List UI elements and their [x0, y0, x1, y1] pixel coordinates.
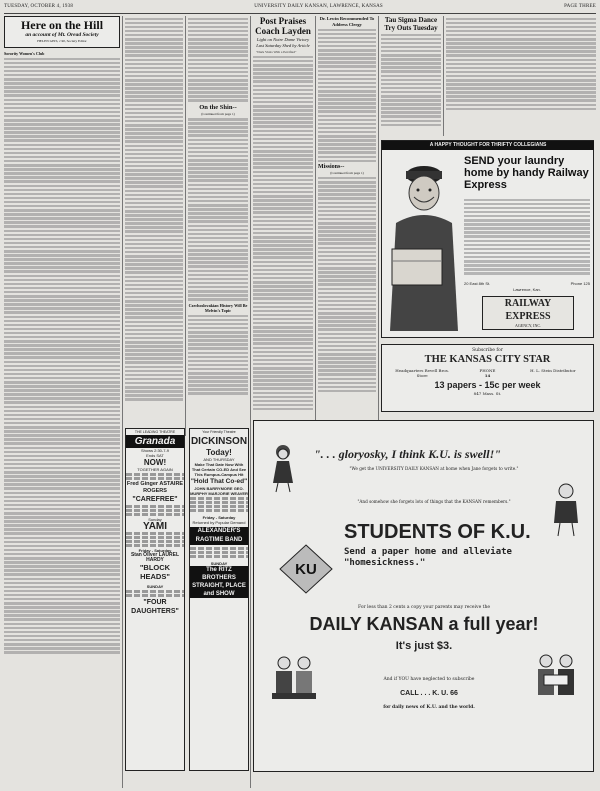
railway-body — [464, 197, 590, 276]
wampler-head: Dr. Lewin Recommended To Address Clergy — [319, 16, 375, 27]
dickinson-name: DICKINSON — [190, 436, 248, 447]
granada-ad — [125, 428, 185, 771]
posters-headline: Post Praises Coach Layden — [255, 16, 311, 36]
granada-friday-movie: "BLOCK HEADS" — [139, 563, 171, 581]
star-headquarters: Headquarters Revell Bros. Store — [395, 368, 450, 378]
hill-editor: HELEN GEIS, c'40, Society Editor — [37, 39, 87, 43]
dickinson-sunday: SUNDAY — [210, 561, 228, 566]
star-phone-block — [472, 368, 502, 378]
kansan-tail: for daily news of K.U. and the world. — [383, 705, 475, 710]
readers-couple-icon — [530, 651, 582, 711]
missions-cont: (Continued from page 1) — [330, 171, 364, 176]
czecho-head: Czechoslovakian History Will Be Melvin's Topic — [188, 302, 248, 313]
star-phone-label: PHONE — [479, 368, 496, 373]
railway-logo — [482, 296, 574, 330]
star-info-row — [382, 368, 593, 378]
granada-sunday2: SUNDAY — [146, 584, 164, 589]
kansan-folks: "And somehow she forgets lots of things that the KANSAN remembers." — [357, 499, 511, 504]
railway-contact — [464, 281, 590, 286]
kansan-neglected: And if YOU have neglected to subscribe — [383, 677, 475, 682]
granada-name: Granada — [126, 435, 184, 448]
kansan-price-line: For less than 2 cents a copy your parents may receive the — [357, 605, 491, 610]
granada-movie: "CAREFREE" — [132, 496, 178, 503]
kansan-price: It's just $3. — [395, 640, 453, 652]
granada-sunday-movie: YAMI — [142, 521, 168, 532]
railway-headline: SEND your laundry home by handy Railway Express — [464, 155, 589, 191]
column-rule — [122, 16, 123, 788]
center-column — [188, 16, 248, 436]
dickinson-sunday-movie: The RITZ BROTHERS STRAIGHT, PLACE and SHOW — [190, 566, 248, 598]
column-rule — [185, 16, 186, 436]
star-intro: Subscribe for — [472, 348, 503, 353]
granada-now: NOW! — [143, 458, 167, 467]
hill-subtitle: an account of Mt. Oread Society — [25, 32, 99, 38]
granada-friday-stars: Stan Oliver LAUREL HARDY — [130, 552, 180, 563]
granada-tagline: TOGETHER AGAIN — [137, 467, 173, 472]
column-rule — [378, 16, 379, 426]
news-column-4 — [253, 16, 313, 426]
news-column-5 — [318, 16, 376, 426]
granada-shows: Shows 2:30-7-9 — [140, 448, 169, 453]
kansan-tag: "We get the UNIVERSITY DAILY KANSAN at home when Jane forgets to write." — [349, 466, 519, 471]
missions-body — [318, 177, 376, 392]
railway-slogan: A HAPPY THOUGHT FOR THRIFTY COLLEGIANS — [382, 141, 594, 150]
kansan-send: Send a paper home and alleviate "homesickness." — [344, 547, 512, 568]
taus-body — [381, 34, 441, 127]
star-distributor: H. L. Stein Distributor — [530, 368, 576, 373]
dickinson-returned: Returned by Popular Demand — [192, 520, 246, 525]
kansan-call: CALL . . . K. U. 66 — [400, 690, 458, 697]
posters-subhead: Light on Notre Dame Victory Last Saturday Shed by Article — [256, 37, 310, 48]
hill-title: Here on the Hill — [20, 18, 104, 32]
dickinson-and: AND THURSDAY — [203, 457, 235, 462]
granada-sunday-label: Sunday — [148, 517, 162, 522]
kc-star-ad — [381, 344, 594, 412]
dickinson-friendly: Your Friendly Theatre — [202, 430, 236, 434]
railway-express-ad — [381, 140, 594, 338]
granada-ends: Ends SAT — [146, 453, 164, 458]
col7-body — [446, 18, 596, 111]
hill-box — [4, 16, 120, 48]
railway-address: 20 East 8th St. — [464, 281, 491, 286]
svg-text:KU: KU — [295, 561, 317, 578]
ku-jayhawk-icon — [276, 539, 336, 599]
parents-sitting-icon — [270, 653, 318, 711]
shin-sub: (Continued from page 1) — [201, 111, 235, 116]
posters-byline: "Dark Visits With a Petrified" — [256, 50, 297, 54]
dickinson-movie: "Hold That Co-ed" — [190, 478, 248, 485]
taus-headline: Tau Sigma Dance Try Outs Tuesday — [384, 16, 438, 32]
society-body-1 — [4, 58, 120, 654]
star-price: 13 papers - 15c per week — [434, 380, 541, 390]
kansan-name: DAILY KANSAN a full year! — [309, 614, 539, 634]
missions-head: Missions-- — [318, 164, 345, 171]
header-rule — [4, 13, 596, 14]
dickinson-pitch: Make That Date Now With That Certain CO-ED And See This Rumpus-Campus Hit — [191, 462, 247, 477]
czecho-body — [188, 315, 248, 395]
railway-agency: AGENCY, INC. — [514, 323, 542, 328]
society-column-2 — [125, 16, 183, 436]
center-body-top — [188, 18, 248, 102]
dickinson-stars: JOHN BARRYMORE GEO. MURPHY MARJORIE WEAVER — [190, 486, 248, 496]
granada-sunday2-movie: "FOUR DAUGHTERS" — [131, 599, 179, 615]
header-date: TUESDAY, OCTOBER 4, 1938 — [4, 4, 74, 9]
star-phone: 14 — [484, 373, 491, 378]
dickinson-friday: Friday - Saturday — [202, 515, 236, 520]
wampler-body — [318, 29, 376, 163]
granada-friday: Friday - Saturday — [138, 548, 172, 553]
society-body-2 — [125, 18, 183, 401]
railway-brand: RAILWAY EXPRESS — [504, 298, 552, 322]
news-column-7 — [446, 16, 596, 136]
cheerleader-girl-icon — [268, 443, 298, 493]
dickinson-ad — [189, 428, 249, 771]
header-masthead: UNIVERSITY DAILY KANSAN, LAWRENCE, KANSAS — [254, 4, 383, 9]
star-address: 847 Mass. St. — [473, 391, 502, 396]
shin-head: On the Shin-- — [199, 103, 237, 111]
dickinson-band: ALEXANDER'S RAGTIME BAND — [190, 527, 248, 545]
column-rule — [250, 16, 251, 788]
granada-leading: THE LEADING THEATRE — [134, 430, 176, 434]
header-page-number: PAGE THREE — [564, 4, 596, 9]
posters-body — [253, 50, 313, 410]
column-rule — [443, 16, 444, 136]
dickinson-today: Today! — [206, 448, 232, 457]
shin-body — [188, 118, 248, 301]
news-column-6 — [381, 16, 441, 136]
railway-man-illustration — [384, 153, 462, 333]
railway-phone: Phone 125 — [570, 281, 590, 286]
society-column — [4, 16, 120, 788]
society-head-1: Sorority Women's Club — [4, 51, 45, 56]
kansan-ad — [253, 420, 594, 772]
kansan-students: STUDENTS OF K.U. — [344, 521, 531, 543]
column-rule — [315, 16, 316, 426]
star-title: THE KANSAS CITY STAR — [424, 354, 551, 365]
railway-city: Lawrence, Kan. — [513, 287, 541, 292]
kansan-quote: ". . . gloryosky, I think K.U. is swell!" — [314, 447, 501, 461]
page-header — [4, 4, 596, 12]
granada-stars: Fred Ginger ASTAIRE ROGERS — [126, 481, 184, 494]
